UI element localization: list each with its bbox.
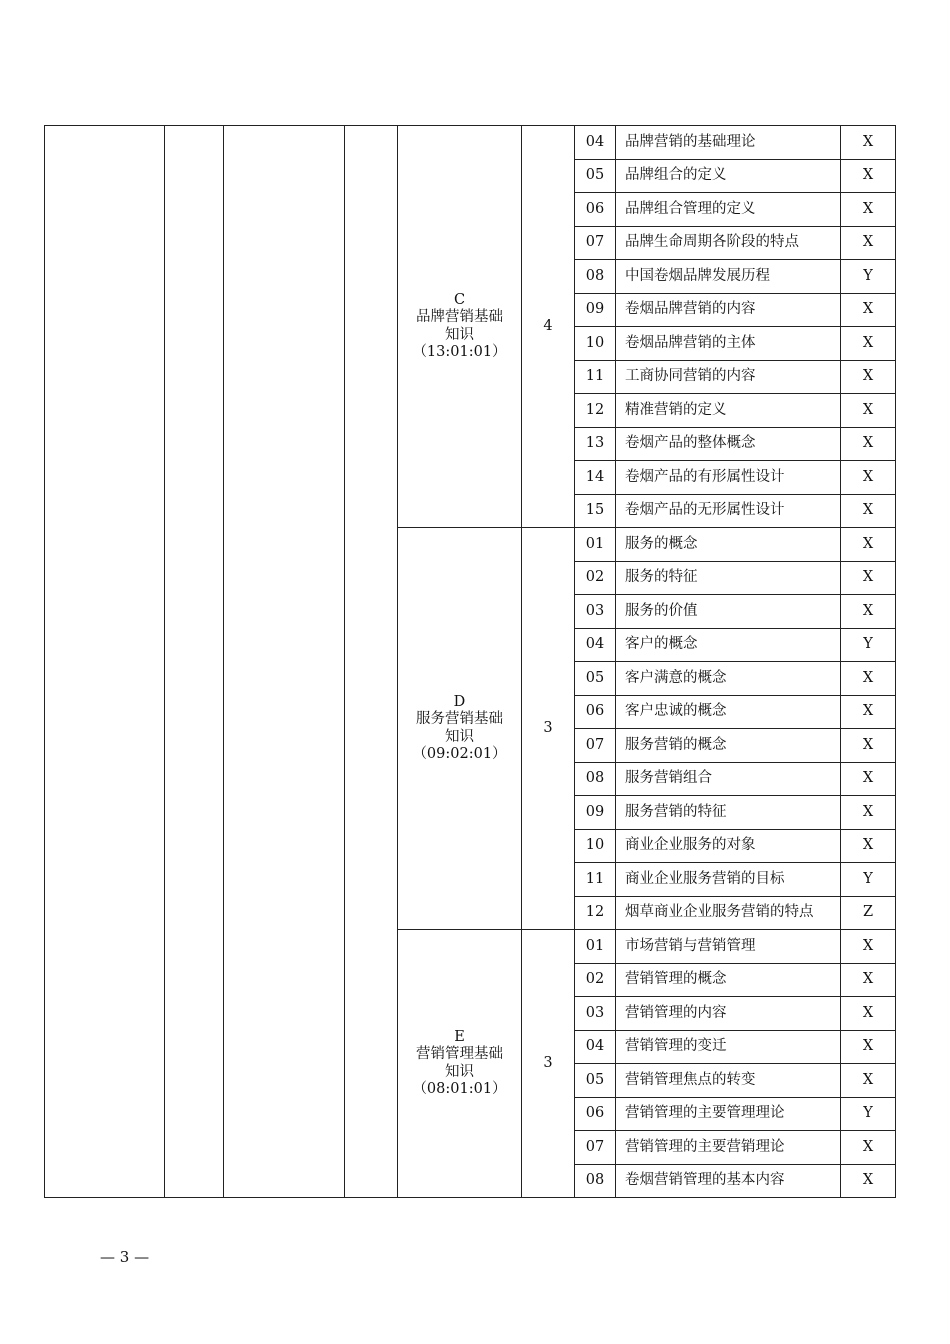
item-code: 08 — [575, 260, 616, 294]
item-code: 10 — [575, 327, 616, 361]
item-level: X — [841, 930, 896, 964]
item-name: 服务营销的概念 — [616, 729, 841, 763]
item-code: 14 — [575, 461, 616, 495]
item-level: X — [841, 360, 896, 394]
item-name: 服务的概念 — [616, 528, 841, 562]
item-level: X — [841, 461, 896, 495]
item-level: Y — [841, 863, 896, 897]
item-level: X — [841, 595, 896, 629]
item-code: 12 — [575, 896, 616, 930]
item-name: 营销管理的变迁 — [616, 1030, 841, 1064]
item-name: 客户满意的概念 — [616, 662, 841, 696]
item-code: 01 — [575, 930, 616, 964]
page-number: — 3 — — [100, 1248, 150, 1266]
item-name: 卷烟产品的无形属性设计 — [616, 494, 841, 528]
item-level: X — [841, 293, 896, 327]
item-level: X — [841, 1164, 896, 1198]
item-name: 卷烟产品的有形属性设计 — [616, 461, 841, 495]
module-ratio: （09:02:01） — [412, 745, 507, 762]
item-code: 08 — [575, 762, 616, 796]
item-code: 11 — [575, 360, 616, 394]
module-name-line1: 服务营销基础 — [416, 711, 503, 728]
item-code: 04 — [575, 1030, 616, 1064]
item-level: X — [841, 1064, 896, 1098]
blank-column-cell-2 — [165, 126, 224, 1198]
item-name: 烟草商业企业服务营销的特点 — [616, 896, 841, 930]
item-level: Y — [841, 260, 896, 294]
module-name-line2: 知识 — [445, 326, 474, 343]
item-level: X — [841, 394, 896, 428]
item-level: X — [841, 494, 896, 528]
item-name: 卷烟品牌营销的主体 — [616, 327, 841, 361]
item-name: 客户忠诚的概念 — [616, 695, 841, 729]
item-code: 06 — [575, 695, 616, 729]
item-name: 卷烟营销管理的基本内容 — [616, 1164, 841, 1198]
item-name: 营销管理焦点的转变 — [616, 1064, 841, 1098]
item-name: 营销管理的主要营销理论 — [616, 1131, 841, 1165]
blank-column-cell-4 — [345, 126, 398, 1198]
module-cell — [398, 528, 522, 930]
item-level: X — [841, 963, 896, 997]
module-name-line2: 知识 — [445, 728, 474, 745]
item-name: 营销管理的内容 — [616, 997, 841, 1031]
module-weight: 4 — [522, 126, 575, 528]
item-name: 服务的特征 — [616, 561, 841, 595]
module-letter: C — [453, 291, 466, 308]
module-weight: 3 — [522, 528, 575, 930]
item-name: 中国卷烟品牌发展历程 — [616, 260, 841, 294]
item-code: 07 — [575, 729, 616, 763]
item-name: 营销管理的主要管理理论 — [616, 1097, 841, 1131]
module-name-line1: 营销管理基础 — [416, 1046, 503, 1063]
item-level: X — [841, 796, 896, 830]
item-level: Y — [841, 1097, 896, 1131]
knowledge-outline-table — [44, 125, 896, 1198]
item-name: 工商协同营销的内容 — [616, 360, 841, 394]
item-code: 01 — [575, 528, 616, 562]
module-ratio: （08:01:01） — [412, 1080, 507, 1097]
item-code: 05 — [575, 159, 616, 193]
item-code: 06 — [575, 193, 616, 227]
item-level: X — [841, 1030, 896, 1064]
item-level: X — [841, 327, 896, 361]
item-name: 营销管理的概念 — [616, 963, 841, 997]
item-level: X — [841, 159, 896, 193]
module-letter: D — [453, 693, 466, 710]
item-level: X — [841, 729, 896, 763]
module-name-line2: 知识 — [445, 1063, 474, 1080]
item-name: 商业企业服务营销的目标 — [616, 863, 841, 897]
module-name-line1: 品牌营销基础 — [416, 309, 503, 326]
item-code: 13 — [575, 427, 616, 461]
blank-column-cell-1 — [45, 126, 165, 1198]
item-code: 12 — [575, 394, 616, 428]
item-code: 06 — [575, 1097, 616, 1131]
item-name: 客户的概念 — [616, 628, 841, 662]
item-level: X — [841, 662, 896, 696]
item-code: 15 — [575, 494, 616, 528]
item-code: 07 — [575, 1131, 616, 1165]
item-level: Z — [841, 896, 896, 930]
item-level: X — [841, 193, 896, 227]
item-code: 03 — [575, 997, 616, 1031]
item-level: X — [841, 695, 896, 729]
blank-column-cell-3 — [224, 126, 345, 1198]
item-name: 服务的价值 — [616, 595, 841, 629]
item-level: X — [841, 126, 896, 160]
item-code: 05 — [575, 1064, 616, 1098]
item-level: X — [841, 226, 896, 260]
item-name: 品牌组合的定义 — [616, 159, 841, 193]
item-code: 09 — [575, 796, 616, 830]
item-level: X — [841, 829, 896, 863]
table-body — [45, 126, 896, 1198]
item-name: 服务营销组合 — [616, 762, 841, 796]
item-code: 05 — [575, 662, 616, 696]
item-level: X — [841, 528, 896, 562]
module-cell — [398, 930, 522, 1198]
item-level: Y — [841, 628, 896, 662]
item-code: 09 — [575, 293, 616, 327]
item-name: 服务营销的特征 — [616, 796, 841, 830]
item-name: 卷烟产品的整体概念 — [616, 427, 841, 461]
item-code: 11 — [575, 863, 616, 897]
item-code: 07 — [575, 226, 616, 260]
item-name: 品牌营销的基础理论 — [616, 126, 841, 160]
item-name: 品牌生命周期各阶段的特点 — [616, 226, 841, 260]
item-name: 精准营销的定义 — [616, 394, 841, 428]
table-row — [45, 126, 896, 160]
item-code: 02 — [575, 561, 616, 595]
item-code: 02 — [575, 963, 616, 997]
item-code: 04 — [575, 126, 616, 160]
module-ratio: （13:01:01） — [412, 343, 507, 360]
item-name: 商业企业服务的对象 — [616, 829, 841, 863]
item-name: 卷烟品牌营销的内容 — [616, 293, 841, 327]
module-letter: E — [454, 1028, 465, 1045]
item-code: 08 — [575, 1164, 616, 1198]
item-level: X — [841, 997, 896, 1031]
item-code: 04 — [575, 628, 616, 662]
item-level: X — [841, 1131, 896, 1165]
item-level: X — [841, 561, 896, 595]
item-level: X — [841, 762, 896, 796]
item-level: X — [841, 427, 896, 461]
item-code: 10 — [575, 829, 616, 863]
module-cell — [398, 126, 522, 528]
item-name: 市场营销与营销管理 — [616, 930, 841, 964]
module-weight: 3 — [522, 930, 575, 1198]
item-code: 03 — [575, 595, 616, 629]
item-name: 品牌组合管理的定义 — [616, 193, 841, 227]
